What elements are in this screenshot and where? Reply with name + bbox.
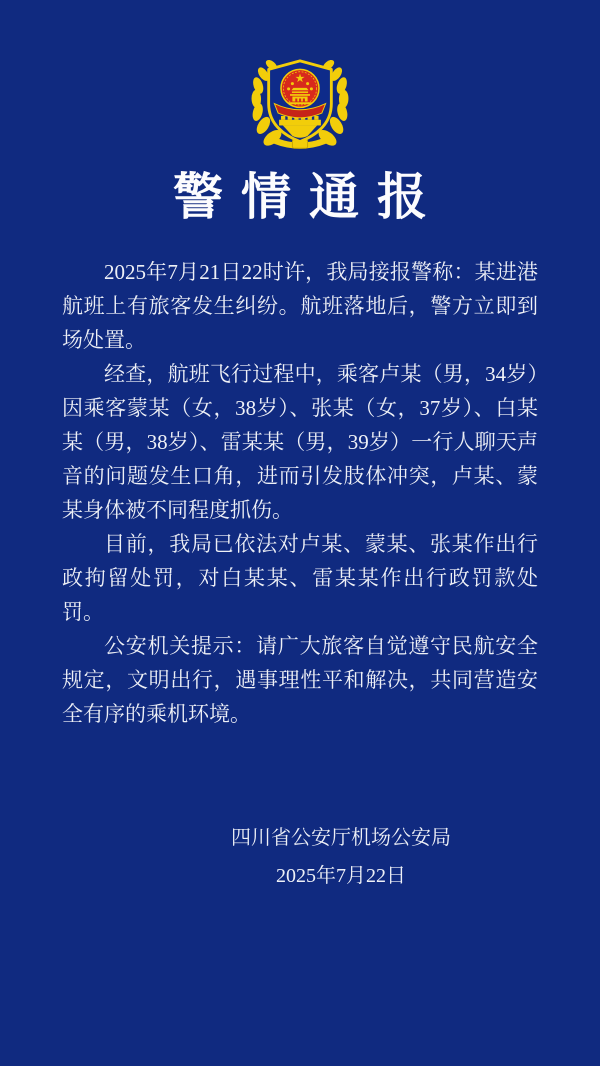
notice-paragraph-report: 2025年7月21日22时许，我局接报警称：某进港航班上有旅客发生纠纷。航班落地后，警方立即到场处置。 — [62, 260, 538, 352]
notice-body — [0, 255, 600, 731]
notice-paragraph-reminder: 公安机关提示：请广大旅客自觉遵守民航安全规定，文明出行，遇事理性平和解决，共同营造安全有序的乘机环境。 — [62, 634, 538, 726]
emblem-container — [0, 0, 600, 155]
notice-title: 警情通报 — [173, 169, 445, 225]
signature-agency: 四川省公安厅机场公安局 — [231, 827, 451, 849]
china-police-badge-icon — [243, 56, 357, 155]
notice-paragraph-penalty: 目前，我局已依法对卢某、蒙某、张某作出行政拘留处罚，对白某某、雷某某作出行政罚款处罚。 — [62, 532, 538, 624]
signature-date: 2025年7月22日 — [276, 865, 406, 887]
notice-signature — [230, 819, 452, 895]
notice-paragraph-findings: 经查，航班飞行过程中，乘客卢某（男，34岁）因乘客蒙某（女，38岁）、张某（女，37岁）、白某某（男，38岁）、雷某某（男，39岁）一行人聊天声音的问题发生口角，进而引发肢体冲突，卢某、蒙某身体被不同程度抓伤。 — [62, 362, 538, 522]
